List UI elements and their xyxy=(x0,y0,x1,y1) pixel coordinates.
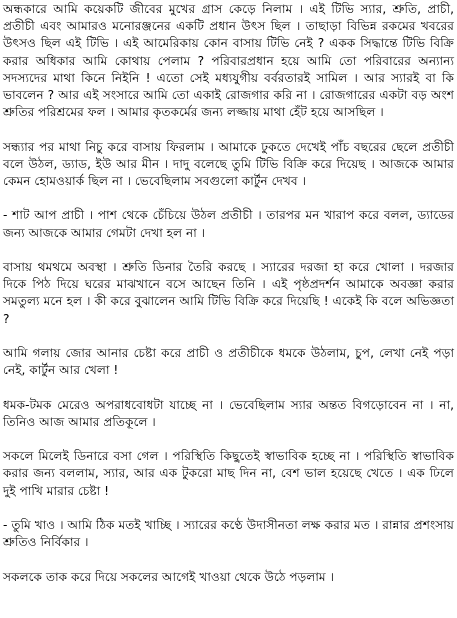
paragraph-5: আমি গলায় জোর আনার চেষ্টা করে প্রাচী ও প্রতীচীকে ধমকে উঠলাম, চুপ, লেখা নেই পড়া নেই, কার্টুন আর খেলা ! xyxy=(3,346,454,378)
paragraph-8: - তুমি খাও । আমি ঠিক মতই খাচ্ছি । স্যারের কণ্ঠে উদাসীনতা লক্ষ করার মত । রান্নার প্রশংসায় শ্রুতিও নির্বিকার । xyxy=(3,517,454,550)
paragraph-7: সকলে মিলেই ডিনারে বসা গেল । পরিস্থিতি কিছুতেই স্বাভাবিক হচ্ছে না । পরিস্থিতি স্বাভাবিক করার জন্য বললাম, স্যার, আর এক টুকরো মাছ দিন না, বেশ ভাল হয়েছে খেতে । এক ঢিলে দুই পাখি মারার চেষ্টা ! xyxy=(3,449,454,498)
paragraph-4: বাসায় থমথমে অবস্থা । শ্রুতি ডিনার তৈরি করছে । স্যারের দরজা হা করে খোলা । দরজার দিকে পিঠ দিয়ে ঘরের মাঝখানে বসে আছেন তিনি । এই পৃষ্ঠপ্রদর্শন আমাকে অবজ্ঞা করার সমতুল্য মনে হল । কী করে বুঝালেন আমি টিভি বিক্রি করে দিয়েছি ! একেই কি বলে অভিজ্ঞতা ? xyxy=(3,260,454,326)
paragraph-3: - শাট আপ প্রাচী । পাশ থেকে চেঁচিয়ে উঠল প্রতীচী । তারপর মন খারাপ করে বলল, ড্যাডের জন্য আজকে আমার গেমটা দেখা হল না । xyxy=(3,208,454,240)
paragraph-6: ধমক-টমক মেরেও অপরাধবোধটা যাচ্ছে না । ভেবেছিলাম স্যার অন্তত বিগড়োবেন না । না, তিনিও আজ আমার প্রতিকূলে । xyxy=(3,397,454,429)
paragraph-9: সকলকে তাক করে দিয়ে সকলের আগেই খাওয়া থেকে উঠে পড়লাম । xyxy=(3,569,334,584)
paragraph-2: সন্ধ্যার পর মাথা নিচু করে বাসায় ফিরলাম । আমাকে ঢুকতে দেখেই পাঁচ বছরের ছেলে প্রতীচী বলে উঠল, ড্যাড, ইউ আর মীন । দাদু বলেছে তুমি টিভি বিক্রি করে দিয়েছ । আজকে আমার কেমন হোমওয়ার্ক ছিল না । ভেবেছিলাম সবগুলো কার্টুন দেখব । xyxy=(3,139,454,189)
paragraph-1: অন্ধকারে আমি কয়েকটি জীবের মুখের গ্রাস কেড়ে নিলাম । এই টিভি স্যার, শ্রুতি, প্রাচী, প্রতীচী এবং আমারও মনোরঞ্জনের একটি প্রধান উৎস ছিল । তাছাড়া বিভিন্ন রকমের খবরের উৎসও ছিল এই টিভি । এই আমেরিকায় কোন বাসায় টিভি নেই ? একক সিদ্ধান্তে টিভি বিক্রি করার অধিকার আমি কোথায় পেলাম ? পরিবারপ্রধান হয়ে আমি তো পরিবারের অন্যান্য সদস্যদের মাথা কিনে নিইনি ! এতো সেই মধ্যযুগীয় বর্বরতারই সামিল । আর স্যারই বা কি ভাবলেন ? আর এই সংসারে আমি তো একাই রোজগার করি না । রোজগারের একটা বড় অংশ শ্রুতির পরিশ্রমের ফল । আমার কৃতকর্মের জন্য লজ্জায় মাথা হেঁট হয়ে আসছিল । xyxy=(3,2,454,120)
